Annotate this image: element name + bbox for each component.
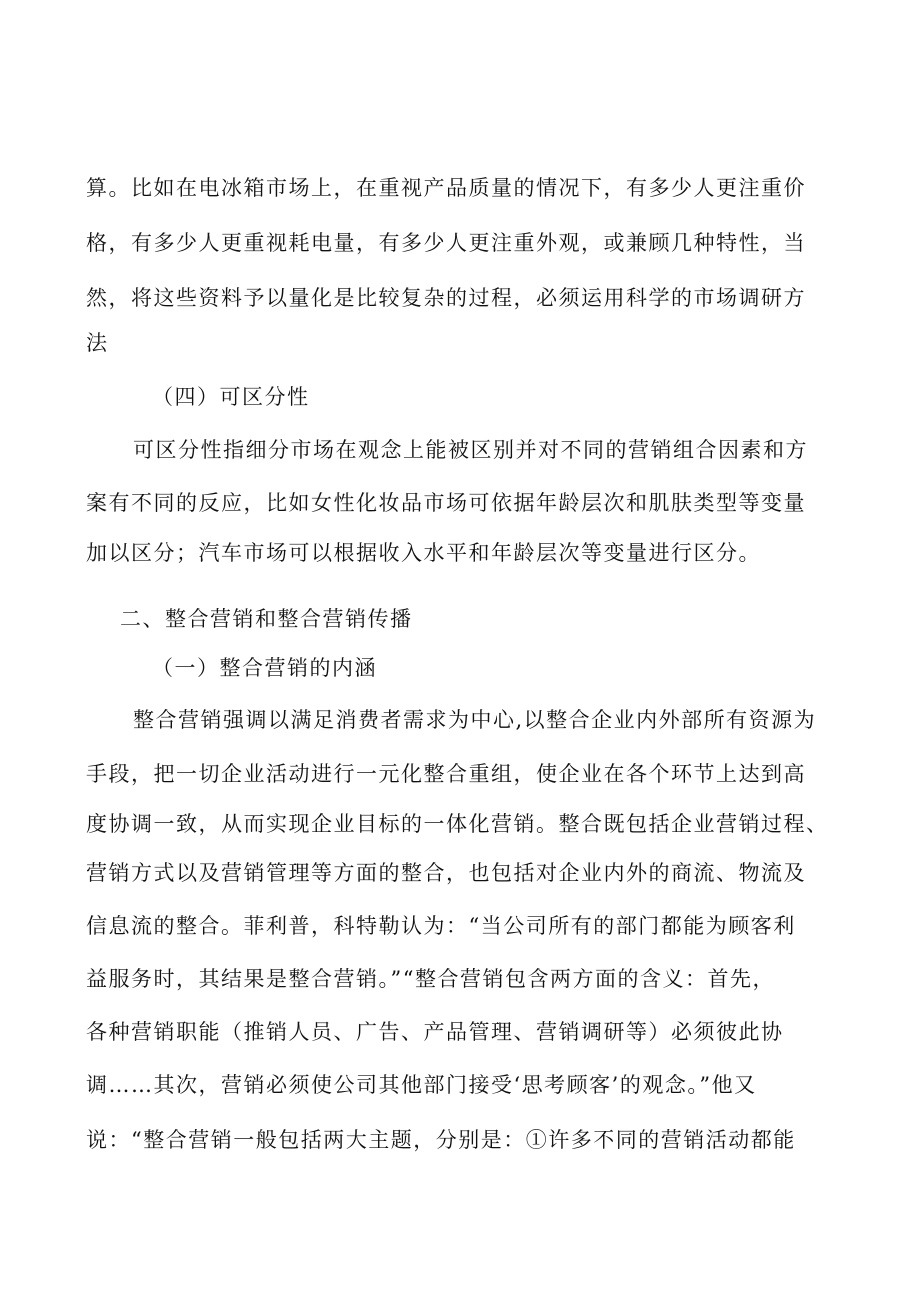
- paragraph-3-line-4: 营销方式以及营销管理等方面的整合，也包括对企业内外的商流、物流及: [86, 861, 806, 885]
- paragraph-3-line-3: 度协调一致，从而实现企业目标的一体化营销。整合既包括企业营销过程、: [86, 812, 829, 836]
- subheading-2-1: （一）整合营销的内涵: [152, 656, 377, 680]
- paragraph-3-line-7: 各种营销职能（推销人员、广告、产品管理、营销调研等）必须彼此协: [86, 1020, 784, 1044]
- paragraph-2-line-3: 加以区分；汽车市场可以根据收入水平和年龄层次等变量进行区分。: [86, 541, 761, 565]
- paragraph-3-line-2: 手段，把一切企业活动进行一元化整合重组，使企业在各个环节上达到高: [86, 762, 806, 786]
- paragraph-1-line-1: 算。比如在电冰箱市场上，在重视产品质量的情况下，有多少人更注重价: [86, 176, 806, 200]
- paragraph-2-line-1: 可区分性指细分市场在观念上能被区别并对不同的营销组合因素和方: [133, 438, 808, 462]
- paragraph-2-line-2: 案有不同的反应，比如女性化妆品市场可依据年龄层次和肌肤类型等变量: [86, 491, 806, 515]
- paragraph-3-line-8: 调……其次，营销必须使公司其他部门接受‘思考顾客’的观念。”他又: [86, 1073, 757, 1097]
- paragraph-1-line-2: 格，有多少人更重视耗电量，有多少人更注重外观，或兼顾几种特性，当: [86, 231, 806, 255]
- paragraph-3-line-5: 信息流的整合。菲利普，科特勒认为：“当公司所有的部门都能为顾客利: [86, 914, 796, 938]
- paragraph-3-line-9: 说：“整合营销一般包括两大主题，分别是：①许多不同的营销活动都能: [86, 1128, 796, 1152]
- paragraph-1-line-3: 然，将这些资料予以量化是比较复杂的过程，必须运用科学的市场调研方: [86, 286, 806, 310]
- subheading-4: （四）可区分性: [152, 385, 310, 409]
- paragraph-3-line-1: 整合营销强调以满足消费者需求为中心,以整合企业内外部所有资源为: [133, 708, 817, 732]
- paragraph-3-line-6: 益服务时，其结果是整合营销。”“整合营销包含两方面的含义：首先，: [86, 967, 775, 991]
- section-2-heading: 二、整合营销和整合营销传播: [120, 607, 413, 631]
- paragraph-1-line-4: 法: [86, 331, 109, 355]
